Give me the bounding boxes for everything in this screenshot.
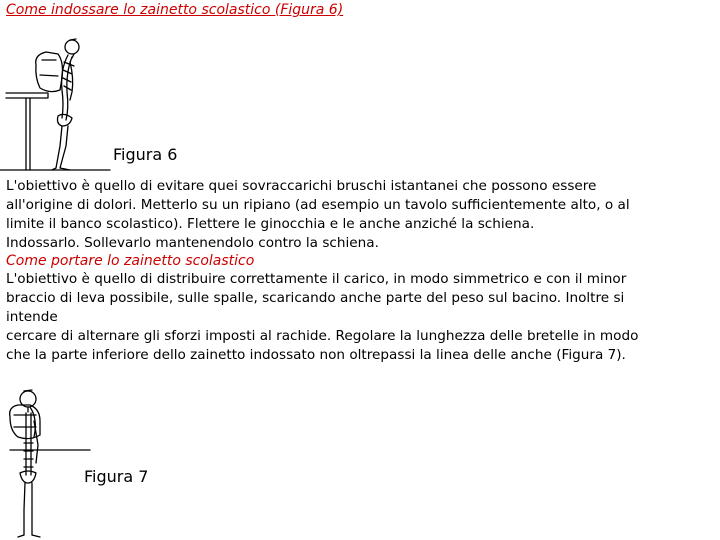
paragraph-1	[6, 177, 712, 253]
figure-7-illustration	[0, 385, 95, 540]
paragraph-line: braccio di leva possibile, sulle spalle, scaricando anche parte del peso sul bacino. Inoltre si	[6, 290, 625, 306]
figure-6-illustration	[0, 30, 130, 175]
paragraph-line: Indossarlo. Sollevarlo mantenendolo contro la schiena.	[6, 235, 379, 251]
paragraph-2	[6, 270, 712, 365]
paragraph-line: all'origine di dolori. Metterlo su un ripiano (ad esempio un tavolo sufficientemente alto, o al	[6, 197, 630, 213]
paragraph-line: intende	[6, 309, 58, 325]
section-subheading: Come portare lo zainetto scolastico	[6, 253, 255, 269]
paragraph-line: limite il banco scolastico). Flettere le ginocchia e le anche anziché la schiena.	[6, 216, 535, 232]
paragraph-line: L'obiettivo è quello di distribuire correttamente il carico, in modo simmetrico e con il minor	[6, 271, 627, 287]
paragraph-line: cercare di alternare gli sforzi imposti al rachide. Regolare la lunghezza delle bretelle in modo	[6, 328, 639, 344]
figure-7-caption: Figura 7	[84, 467, 149, 486]
page-title: Come indossare lo zainetto scolastico (Figura 6)	[6, 2, 344, 18]
paragraph-line: L'obiettivo è quello di evitare quei sovraccarichi bruschi istantanei che possono essere	[6, 178, 597, 194]
paragraph-line: che la parte inferiore dello zainetto indossato non oltrepassi la linea delle anche (Figura 7).	[6, 347, 626, 363]
figure-6-caption: Figura 6	[113, 145, 178, 164]
